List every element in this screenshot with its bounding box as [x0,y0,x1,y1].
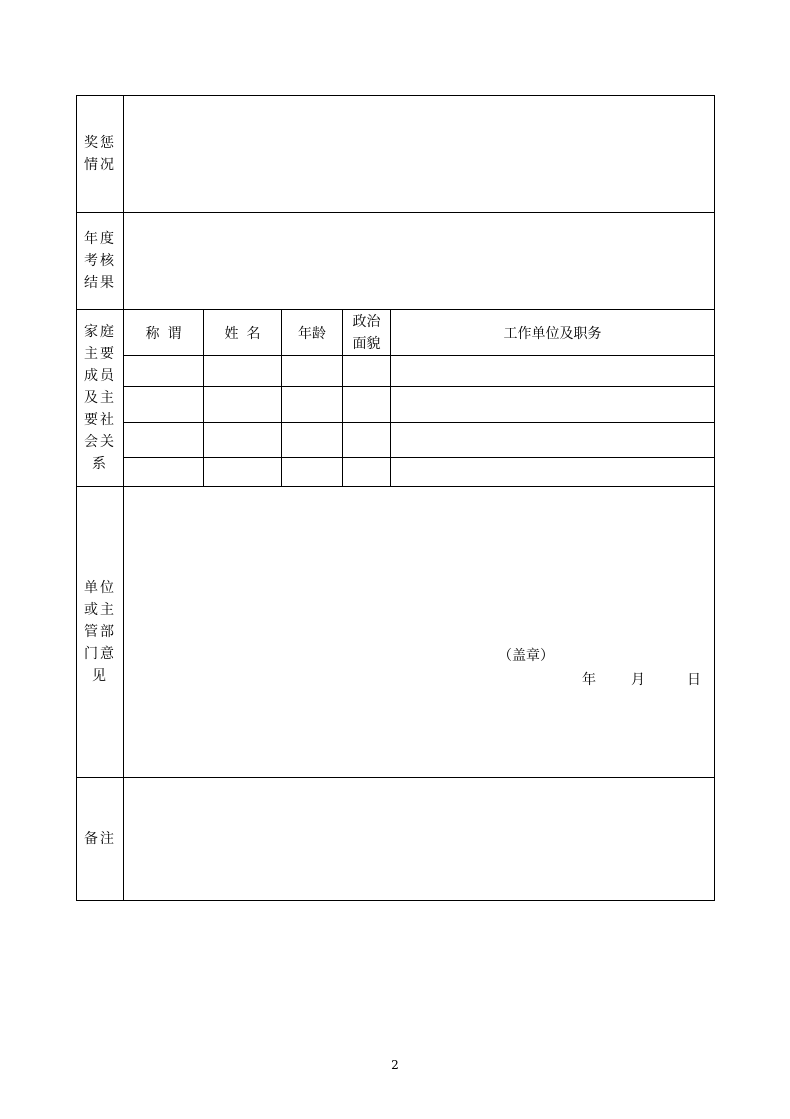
name-cell[interactable] [204,423,282,457]
age-cell[interactable] [282,356,343,386]
header-name: 姓名 [204,310,282,355]
remarks-label: 备注 [84,831,116,847]
table-row [124,423,714,458]
header-workplace-position: 工作单位及职务 [503,325,602,342]
age-cell[interactable] [282,387,343,422]
political-status-cell[interactable] [343,458,391,486]
unit-opinion-label: 单位 或主 管部 门意 见 [84,580,116,684]
awards-label-cell [77,96,124,212]
remarks-label-cell [77,778,124,900]
header-age: 年龄 [282,310,343,355]
workplace-cell[interactable] [391,458,714,486]
workplace-cell[interactable] [391,356,714,386]
name-cell[interactable] [204,356,282,386]
family-label-cell [77,310,124,486]
awards-section [77,96,714,213]
age-cell[interactable] [282,458,343,486]
unit-opinion-section [77,487,714,778]
family-label: 家庭 主要 成员 及主 要社 会关 系 [84,324,116,472]
political-status-cell[interactable] [343,356,391,386]
awards-label: 奖惩 情况 [84,135,116,173]
family-table [124,310,714,486]
relation-cell[interactable] [124,356,204,386]
political-status-cell[interactable] [343,423,391,457]
table-row [124,356,714,387]
awards-content-cell[interactable] [124,96,714,212]
page-number: 2 [391,1058,399,1072]
header-political-status: 政治 面貌 [343,310,391,355]
header-relation: 称谓 [124,310,204,355]
relation-cell[interactable] [124,387,204,422]
annual-review-label: 年度 考核 结果 [84,231,116,291]
annual-review-label-cell [77,213,124,309]
unit-opinion-label-cell [77,487,124,777]
workplace-cell[interactable] [391,423,714,457]
date-month-label: 月 [631,672,645,688]
workplace-cell[interactable] [391,387,714,422]
unit-opinion-content-cell[interactable] [124,487,714,777]
registration-form-table [76,95,715,901]
family-section [77,310,714,487]
date-year-label: 年 [582,672,596,688]
name-cell[interactable] [204,458,282,486]
relation-cell[interactable] [124,458,204,486]
date-day-label: 日 [687,672,701,688]
name-cell[interactable] [204,387,282,422]
annual-review-section [77,213,714,310]
remarks-section [77,778,714,900]
seal-note: （盖章） [498,648,554,664]
table-row [124,387,714,423]
annual-review-content-cell[interactable] [124,213,714,309]
age-cell[interactable] [282,423,343,457]
relation-cell[interactable] [124,423,204,457]
family-header-row [124,310,714,356]
remarks-content-cell[interactable] [124,778,714,900]
political-status-cell[interactable] [343,387,391,422]
table-row [124,458,714,486]
